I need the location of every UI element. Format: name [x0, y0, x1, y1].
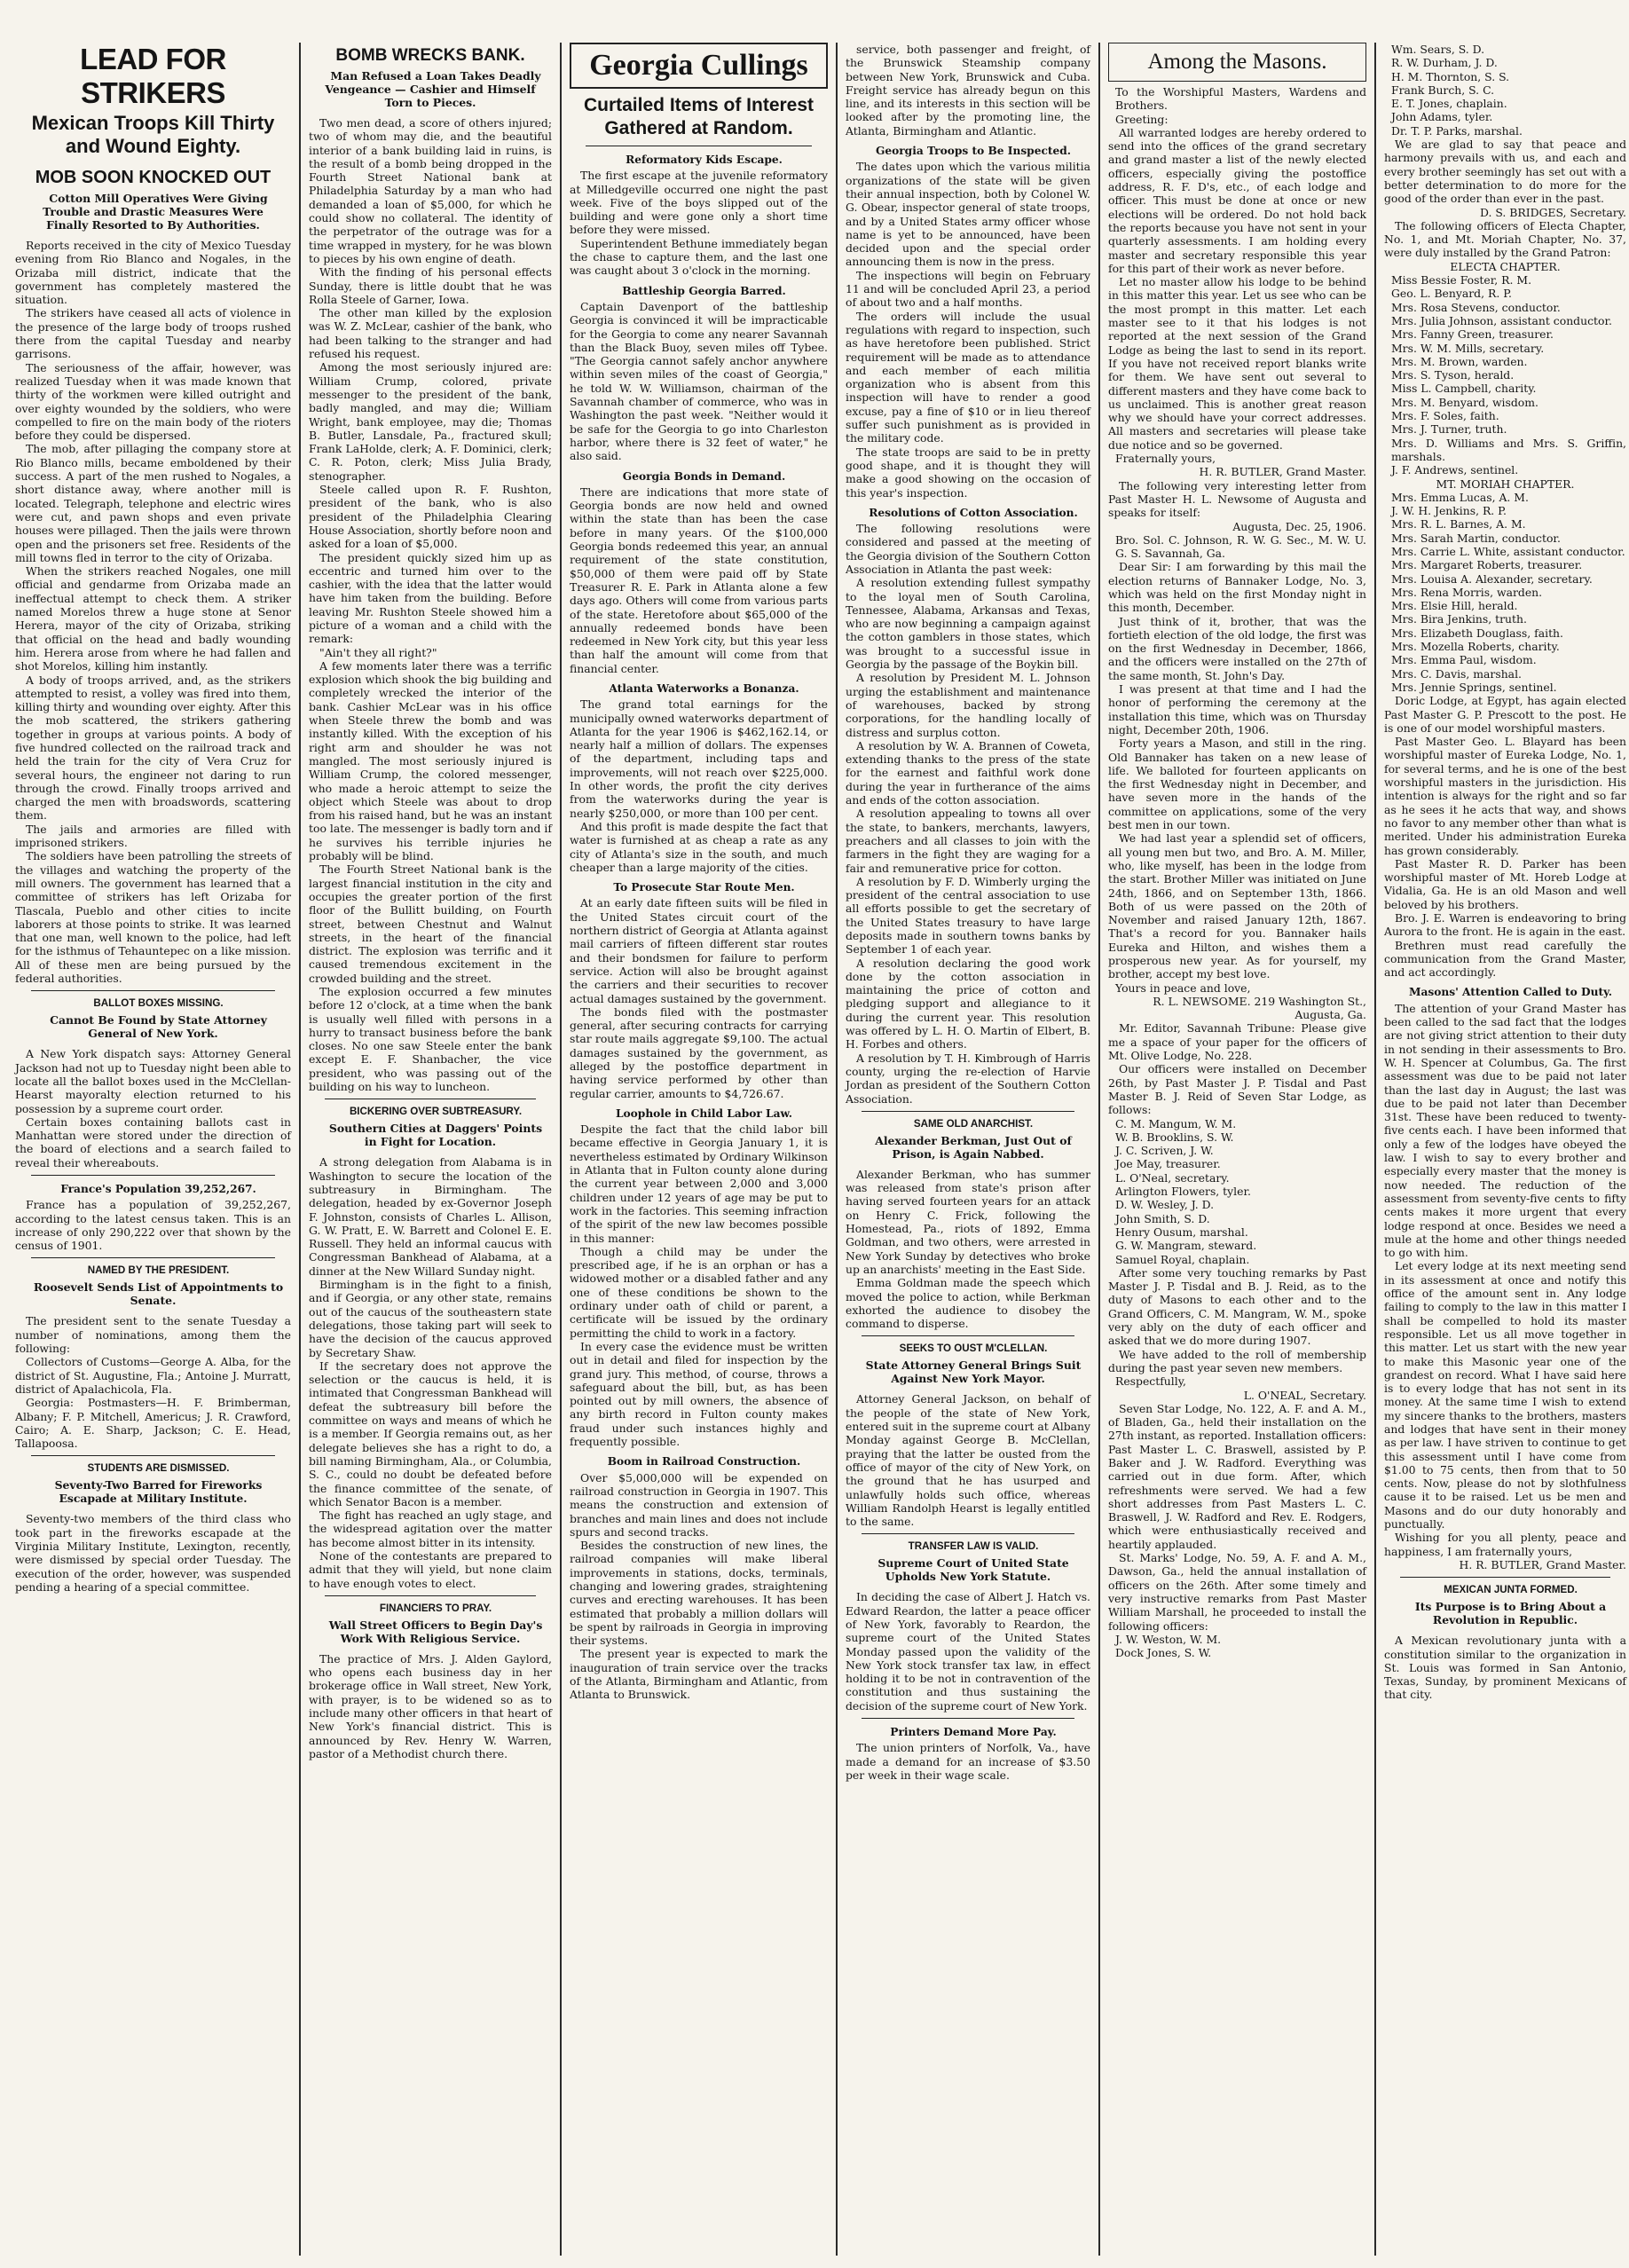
- section-heading: NAMED BY THE PRESIDENT.: [87, 1264, 230, 1277]
- paragraph: Bro. J. E. Warren is endeavoring to bring Aurora to the front. He is again in the east.: [1384, 911, 1626, 939]
- list-line: Mrs. Bira Jenkins, truth.: [1391, 612, 1527, 626]
- paragraph: None of the contestants are prepared to admit that they will yield, but none claim to have enough votes to elect.: [309, 1548, 552, 1590]
- paragraph: The orders will include the usual regulations with regard to inspection, such as have heretofore been published. Strict requirement will be made as to attendance and each member of each militia organization who is absent from this inspection will have to render a good excuse, pay a fine of $10 or in lieu thereof suffer such punishment as is provided in the military code.: [846, 309, 1090, 445]
- paragraph: The seriousness of the affair, however, was realized Tuesday when it was made known that thirty of the workmen were killed outright and over eighty wounded by the soldiers, who were compelled to fire on the main body of the rioters before they could be dispersed.: [15, 360, 291, 443]
- divider: [862, 1718, 1074, 1719]
- list-line: D. W. Wesley, J. D.: [1115, 1198, 1215, 1212]
- column-5: [1106, 43, 1376, 2256]
- paragraph: Steele called upon R. F. Rushton, president of the bank, who is also president of the Philadelphia Clearing House Association, shortly before noon and asked for a loan of $5,000.: [309, 483, 552, 551]
- list-line: Geo. L. Benyard, R. P.: [1391, 287, 1512, 301]
- paragraph: The first escape at the juvenile reformatory at Milledgeville occurred one night the past week. Five of the boys slipped out of the building and were gone only a short time before they were missed.: [570, 169, 828, 237]
- list-line: L. O'Neal, secretary.: [1115, 1170, 1230, 1185]
- paragraph: Doric Lodge, at Egypt, has again elected Past Master G. P. Prescott to the post. He is one of our model worshipful masters.: [1384, 694, 1626, 735]
- paragraph: The following officers of Electa Chapter, No. 1, and Mt. Moriah Chapter, No. 37, were duly installed by the Grand Patron:: [1384, 218, 1626, 260]
- paragraph: St. Marks' Lodge, No. 59, A. F. and A. M., Dawson, Ga., held the annual installation of officers on the 26th. After some timely and very instructive remarks from Past Master William Marshall, he proceeded to install the following officers:: [1108, 1551, 1366, 1633]
- signature: H. R. BUTLER, Grand Master.: [1459, 1557, 1626, 1571]
- paragraph: The explosion occurred a few minutes before 12 o'clock, at a time when the bank is usually well filled with persons in a hurry to transact business before the bank closes. No one saw Steele enter the bank except E. F. Shanbacher, the vice president, who was passing out of the building on his way to luncheon.: [309, 985, 552, 1094]
- divider: [862, 1335, 1074, 1336]
- paragraph: Georgia: Postmasters—H. F. Brimberman, Albany; F. P. Mitchell, Americus; J. R. Crawford, Cairo; A. E. Sharp, Jackson; C. E. Head, Tallapoosa.: [15, 1396, 291, 1451]
- list-line: Mrs. Fanny Green, treasurer.: [1391, 327, 1554, 342]
- list-line: Mrs. S. Tyson, herald.: [1391, 368, 1515, 382]
- center-line: ELECTA CHAPTER.: [1450, 259, 1561, 273]
- paragraph: The following very interesting letter from Past Master H. L. Newsome of Augusta and speaks for itself:: [1108, 478, 1366, 520]
- paragraph: The mob, after pillaging the company store at Rio Blanco mills, became emboldened by their success. A part of the men rushed to Nogales, a short distance away, where another mill is located. Telegraph, telephone and electric wires were cut, and pawn shops and even private houses were pillaged. Then the jails were thrown open and the prisoners set free. Residents of the mill towns fled in terror to the city of Orizaba.: [15, 442, 291, 564]
- deck: Roosevelt Sends List of Appointments to Senate.: [33, 1280, 284, 1308]
- deck: Man Refused a Loan Takes Deadly Vengeance — Cashier and Himself Torn to Pieces.: [325, 69, 541, 109]
- paragraph: A New York dispatch says: Attorney General Jackson had not up to Tuesday night been able to locate all the ballot boxes used in the McClellan-Hearst mayoralty election returned to his possession by a supreme court order.: [15, 1047, 291, 1115]
- item-heading: Atlanta Waterworks a Bonanza.: [609, 681, 799, 695]
- list-line: Miss L. Campbell, charity.: [1391, 382, 1537, 396]
- signature: R. L. NEWSOME. 219 Washington St., Augusta, Ga.: [1153, 994, 1366, 1022]
- deck: Seventy-Two Barred for Fireworks Escapade at Military Institute.: [54, 1478, 263, 1506]
- paragraph: We had last year a splendid set of officers, all young men but two, and Bro. A. M. Miller, who, like myself, has been in the lodge from the start. Brother Miller was initiated on June 24th, 1866, and on September 13th, 1866. Both of us were passed on the 20th of November and raised January 12th, 1867. That's a record for you. Bannaker hails Eureka and Hilton, and wishes them a prosperous new year. As for yourself, my brother, accept my best love.: [1108, 831, 1366, 981]
- divider: [31, 1455, 275, 1456]
- headline: Georgia Cullings: [570, 43, 828, 89]
- deck: State Attorney General Brings Suit Against New York Mayor.: [865, 1358, 1082, 1386]
- item-heading: Resolutions of Cotton Association.: [869, 506, 1078, 519]
- item-heading: Georgia Troops to Be Inspected.: [875, 145, 1072, 158]
- paragraph: Certain boxes containing ballots cast in Manhattan were stored under the direction of the board of elections and a search failed to reveal their whereabouts.: [15, 1114, 291, 1169]
- list-line: Yours in peace and love,: [1115, 980, 1251, 995]
- divider: [31, 1175, 275, 1176]
- list-line: Mrs. Emma Lucas, A. M.: [1391, 490, 1529, 504]
- paragraph: Seventy-two members of the third class who took part in the fireworks escapade at the Virginia Military Institute, Lexington, recently, were dismissed by special order Tuesday. The execution of the order, however, was suspended pending a hearing of a special committee.: [15, 1512, 291, 1594]
- paragraph: A resolution by F. D. Wimberly urging the president of the central association to use all efforts possible to get the secretary of the United States treasury to have large deposits made in southern towns banks by September 1 of each year.: [846, 874, 1090, 957]
- list-line: Mrs. D. Williams and Mrs. S. Griffin, marshals.: [1391, 436, 1626, 463]
- signature: Augusta, Dec. 25, 1906.: [1232, 519, 1366, 533]
- paragraph: The other man killed by the explosion was W. Z. McLear, cashier of the bank, who had been talking to the stranger and had refused his request.: [309, 306, 552, 361]
- paragraph: Mr. Editor, Savannah Tribune: Please give me a space of your paper for the officers of Mt. Olive Lodge, No. 228.: [1108, 1021, 1366, 1063]
- list-line: Mrs. Julia Johnson, assistant conductor.: [1391, 313, 1612, 327]
- paragraph: A resolution appealing to towns all over the state, to bankers, merchants, lawyers, preachers and all classes to join with the farmers in the fight they are waging for a fair and remunerative price for cotton.: [846, 807, 1090, 875]
- list-line: W. B. Brooklins, S. W.: [1115, 1130, 1234, 1144]
- list-line: Mrs. J. Turner, truth.: [1391, 422, 1507, 437]
- list-line: Henry Ousum, marshal.: [1115, 1225, 1248, 1239]
- paragraph: The inspections will begin on February 11 and will be concluded April 23, a period of about two and a half months.: [846, 268, 1090, 310]
- paragraph: Let every lodge at its next meeting send in its assessment at once and notify this office of the amount sent in. Any lodge failing to comply to the law in this matter I shall be compelled to hold its master responsible. Let us all move together in this matter. Let us start with the new year to make this Masonic year one of the grandest on record. What I have said here is to every lodge that has not sent in its money. At the same time I wish to extend my sincere thanks to the brothers, masters and lodges that have sent in their money as per law. I have striven to continue to get this assessment until I have come from $1.00 to 75 cents, then from that to 50 cents. Now, please do not by slothfulness cause it to be raised. Let us be men and Masons and do our duty honorably and punctually.: [1384, 1259, 1626, 1532]
- paragraph: Among the most seriously injured are: William Crump, colored, private messenger to the president of the bank, badly mangled, and may die; William Wright, bank employee, may die; Thomas B. Butler, Lansdale, Pa., fractured skull; Frank LaHolde, clerk; A. F. Dominici, clerk; C. R. Poton, clerk; Miss Julia Brady, stenographer.: [309, 360, 552, 483]
- paragraph: The fight has reached an ugly stage, and the widespread agitation over the matter has become almost bitter in its intensity.: [309, 1508, 552, 1549]
- paragraph: Forty years a Mason, and still in the ring. Old Bannaker has taken on a new lease of life. We balloted for fourteen applicants on the first Wednesday night in December, and have seven more in the hands of the committee on applications, some of the very best men in our town.: [1108, 736, 1366, 832]
- paragraph: At an early date fifteen suits will be filed in the United States circuit court of the northern district of Georgia at Atlanta against mail carriers of fifteen different star routes and their bondsmen for failure to perform service. Action will also be brought against the carriers and their securities to recover actual damages sustained by the government.: [570, 896, 828, 1005]
- list-line: Mrs. Sarah Martin, conductor.: [1391, 531, 1561, 545]
- paragraph: The union printers of Norfolk, Va., have made a demand for an increase of $3.50 per week in their wage scale.: [846, 1741, 1090, 1782]
- paragraph: Brethren must read carefully the communication from the Grand Master, and act accordingly.: [1384, 938, 1626, 980]
- paragraph: The present year is expected to mark the inauguration of train service over the tracks of the Atlanta, Birmingham and Atlantic, from Atlanta to Brunswick.: [570, 1647, 828, 1702]
- paragraph: A few moments later there was a terrific explosion which shook the big building and completely wrecked the interior of the bank. Cashier McLear was in his office when Steele threw the bomb and was instantly killed. With the exception of his right arm and shoulder he was not mangled. The most seriously injured is William Crump, the colored messenger, who made a heroic attempt to seize the object which Steele was about to drop from his raised hand, but he was an instant too late. The messenger is badly torn and if he survives his terrible injuries he probably will be blind.: [309, 658, 552, 863]
- subheadline: Mexican Troops Kill Thirty and Wound Eighty.: [31, 112, 275, 157]
- paragraph: In every case the evidence must be written out in detail and filed for inspection by the grand jury. This method, of course, throws a safeguard about the bill, but, as has been pointed out by mill owners, the absence of any birth record in Fulton county makes fraud under such instances highly and frequently possible.: [570, 1339, 828, 1449]
- item-heading: Boom in Railroad Construction.: [607, 1455, 801, 1469]
- list-line: Respectfully,: [1115, 1374, 1186, 1389]
- list-line: John Smith, S. D.: [1115, 1211, 1210, 1225]
- item-heading: Masons' Attention Called to Duty.: [1408, 986, 1613, 999]
- paragraph: The practice of Mrs. J. Alden Gaylord, who opens each business day in her brokerage office in Wall street, New York, with prayer, is to be widened so as to include many other officers in that heart of New York's financial district. This is announced by Rev. Henry W. Warren, pastor of a Methodist church there.: [309, 1651, 552, 1760]
- list-line: Samuel Royal, chaplain.: [1115, 1252, 1250, 1266]
- column-6: [1381, 43, 1629, 2256]
- list-line: Mrs. Louisa A. Alexander, secretary.: [1391, 571, 1593, 586]
- paragraph: Past Master R. D. Parker has been worshipful master of Mt. Horeb Lodge at Vidalia, Ga. He is an old Mason and well beloved by his brothers.: [1384, 856, 1626, 911]
- paragraph: Reports received in the city of Mexico Tuesday evening from Rio Blanco and Nogales, in the Orizaba mill district, indicate that the government has completely mastered the situation.: [15, 239, 291, 307]
- item-heading: Reformatory Kids Escape.: [626, 154, 783, 166]
- column-2: [306, 43, 562, 2256]
- deck: Alexander Berkman, Just Out of Prison, is Again Nabbed.: [875, 1133, 1072, 1161]
- signature: H. R. BUTLER, Grand Master.: [1199, 465, 1366, 479]
- paragraph: A strong delegation from Alabama is in Washington to secure the location of the subtreasury in Birmingham. The delegation, headed by ex-Governor Joseph F. Johnston, consists of Charles L. Allison, G. W. Pratt, E. W. Barrett and Colonel E. E. Russell. They held an informal caucus with Congressman Bankhead of Alabama, at a dinner at the New Willard Sunday night.: [309, 1155, 552, 1278]
- paragraph: With the finding of his personal effects Sunday, there is little doubt that he was Rolla Steele of Garner, Iowa.: [309, 265, 552, 306]
- deck: Cotton Mill Operatives Were Giving Trouble and Drastic Measures Were Finally Resorted to By Authorities.: [43, 192, 268, 232]
- list-line: R. W. Durham, J. D.: [1391, 56, 1498, 70]
- list-line: H. M. Thornton, S. S.: [1391, 69, 1510, 83]
- signature: D. S. BRIDGES, Secretary.: [1479, 205, 1626, 219]
- divider: [31, 990, 275, 991]
- list-line: Mrs. Elizabeth Douglass, faith.: [1391, 626, 1563, 640]
- list-line: Mrs. R. L. Barnes, A. M.: [1391, 517, 1526, 532]
- paragraph: A Mexican revolutionary junta with a constitution similar to the organization in St. Louis was formed in San Antonio, Texas, Sunday, by prominent Mexicans of that city.: [1384, 1634, 1626, 1702]
- paragraph: The jails and armories are filled with imprisoned strikers.: [15, 822, 291, 850]
- section-heading: SEEKS TO OUST M'CLELLAN.: [899, 1343, 1048, 1355]
- divider: [862, 1533, 1074, 1534]
- paragraph: A body of troops arrived, and, as the strikers attempted to resist, a volley was fired into them, killing thirty and wounding over eighty. After this the mob scattered, the strikers gathering together in groups at various points. A body of five hundred collected on the railroad track and held the train for the city of Vera Cruz for several hours, the engineer not daring to run through the crowd. Finally troops arrived and charged the men with broadswords, scattering them.: [15, 673, 291, 823]
- paragraph: Emma Goldman made the speech which moved the police to action, while Berkman exhorted the audience to disobey the command to disperse.: [846, 1276, 1090, 1331]
- list-line: Greeting:: [1115, 112, 1169, 126]
- section-heading: BICKERING OVER SUBTREASURY.: [349, 1106, 523, 1118]
- divider: [325, 1595, 536, 1596]
- divider: [1400, 1577, 1610, 1578]
- paragraph: A resolution by T. H. Kimbrough of Harris county, urging the re-election of Harvie Jordan as president of the Southern Cotton Association.: [846, 1051, 1090, 1106]
- paragraph: Alexander Berkman, who has summer was released from state's prison after having served fourteen years for an attack on Henry C. Frick, following the Homestead, Pa., riots of 1892, Emma Goldman, and two others, were arrested in New York Sunday by detectives who broke up an anarchists' meeting in the East Side.: [846, 1167, 1090, 1276]
- paragraph: Past Master Geo. L. Blayard has been worshipful master of Eureka Lodge, No. 1, for several terms, and he is one of the best worshipful masters in the jurisdiction. His intention is always for the right and so far as he sees it he acts that way, and shows no favor to any member other than what is merited. Under his administration Eureka has grown considerably.: [1384, 735, 1626, 857]
- signature: L. O'NEAL, Secretary.: [1243, 1388, 1366, 1402]
- list-line: To the Worshipful Masters, Wardens and Brothers.: [1115, 85, 1366, 113]
- paragraph: We are glad to say that peace and harmony prevails with us, and each and every brother seemingly has set out with a better determination to do more for the good of the order than ever in the past.: [1384, 138, 1626, 206]
- divider: [862, 1111, 1074, 1112]
- paragraph: service, both passenger and freight, of the Brunswick Steamship company between New York, Brunswick and Cuba. Freight service has already begun on this line, and its interests in this section will be looked after by the promoting line, the Atlanta, Birmingham and Atlantic.: [846, 43, 1090, 138]
- paragraph: Superintendent Bethune immediately began the chase to capture them, and the last one was caught about 3 o'clock in the morning.: [570, 236, 828, 278]
- paragraph: A resolution by W. A. Brannen of Coweta, extending thanks to the press of the state for the earnest and faithful work done during the year in furtherance of the aims and ends of the cotton association.: [846, 738, 1090, 807]
- headline: Among the Masons.: [1108, 43, 1366, 82]
- list-line: Mrs. Margaret Roberts, treasurer.: [1391, 558, 1583, 572]
- list-line: Mrs. Elsie Hill, herald.: [1391, 599, 1518, 613]
- paragraph: A resolution extending fullest sympathy to the loyal men of South Carolina, Tennessee, Alabama, Arkansas and Texas, who are now beginning a campaign against the cotton gamblers in those states, which was brought to a successful issue in Georgia by the passage of the Boykin bill.: [846, 576, 1090, 672]
- paragraph: A resolution declaring the good work done by the cotton association in maintaining the price of cotton and pledging support and allegiance to it during the current year. This resolution was offered by L. H. O. Martin of Elbert, B. H. Forbes and others.: [846, 956, 1090, 1051]
- section-heading: SAME OLD ANARCHIST.: [913, 1117, 1034, 1130]
- divider: [31, 1257, 275, 1258]
- item-heading: France's Population 39,252,267.: [60, 1183, 256, 1195]
- subheadline: Curtailed Items of Interest Gathered at Random.: [583, 95, 814, 138]
- deck: Supreme Court of United State Upholds New York Statute.: [877, 1556, 1069, 1584]
- paragraph: The president sent to the senate Tuesday a number of nominations, among them the following:: [15, 1314, 291, 1356]
- list-line: Frank Burch, S. C.: [1391, 83, 1495, 97]
- paragraph: The president quickly sized him up as eccentric and turned him over to the cashier, with the idea that the latter would have him taken from the building. Before leaving Mr. Rushton Steele showed him a picture of a woman and a child with the remark:: [309, 550, 552, 646]
- list-line: Mrs. W. M. Mills, secretary.: [1391, 341, 1545, 355]
- paragraph: And this profit is made despite the fact that water is furnished at as cheap a rate as any city of Atlanta's size in the south, and much cheaper than a large majority of the cities.: [570, 819, 828, 874]
- paragraph: Wishing for you all plenty, peace and happiness, I am fraternally yours,: [1384, 1531, 1626, 1558]
- list-line: Miss Bessie Foster, R. M.: [1391, 273, 1532, 287]
- list-line: Fraternally yours,: [1115, 452, 1216, 466]
- headline: LEAD FOR STRIKERS: [80, 43, 226, 109]
- paragraph: The soldiers have been patrolling the streets of the villages and watching the property of the mill owners. The government has learned that a committee of strikers has left Orizaba for Tlascala, Pueblo and other cities to incite laborers at those points to strike. It was learned that one man, well known to the police, had left for the isthmus of Tehauntepec on a like mission. All of these men are being pursued by the federal authorities.: [15, 849, 291, 986]
- paragraph: Over $5,000,000 will be expended on railroad construction in Georgia in 1907. This means the construction and extension of branches and main lines and does not include spurs and second tracks.: [570, 1470, 828, 1539]
- list-line: Mrs. Jennie Springs, sentinel.: [1391, 680, 1557, 694]
- paragraph: Our officers were installed on December 26th, by Past Master J. P. Tisdal and Past Master B. J. Reid of Seven Star Lodge, as follows:: [1108, 1062, 1366, 1117]
- column-1: [12, 43, 301, 2256]
- list-line: Arlington Flowers, tyler.: [1115, 1185, 1251, 1199]
- paragraph: The dates upon which the various militia organizations of the state will be given their annual inspection, both by Colonel W. G. Obear, inspector general of state troops, and by a United States army officer whose name is yet to be announced, have been decided upon and the special order announcing them is now in the press.: [846, 160, 1090, 269]
- list-line: Joe May, treasurer.: [1115, 1157, 1221, 1171]
- list-line: G. W. Mangram, steward.: [1115, 1239, 1257, 1253]
- paragraph: Birmingham is in the fight to a finish, and if Georgia, or any other state, remains out of the caucus of the southeastern state delegations, those taking part will seek to have the decision of the caucus approved by Secretary Shaw.: [309, 1278, 552, 1359]
- paragraph: The grand total earnings for the municipally owned waterworks department of Atlanta for the year 1906 is $462,162.14, or nearly half a million of dollars. The expenses of the department, including taps and improvements, will not reach over $225,000. In other words, the profit the city derives from the waterworks during the year is nearly $250,000, or more than 100 per cent.: [570, 697, 828, 820]
- paragraph: Captain Davenport of the battleship Georgia is convinced it will be impracticable for the Georgia to come any nearer Savannah than the Black Buoy, seven miles off Tybee. "The Georgia cannot safely anchor anywhere within seven miles of the coast of Georgia," he told W. W. Williamson, chairman of the Savannah chamber of commerce, who was in Washington the past week. "Neither would it be safe for the Georgia to go into Charleston harbor, where there is 32 feet of water," he also said.: [570, 299, 828, 463]
- paragraph: I was present at that time and I had the honor of performing the ceremony at the installation this time, which was on Thursday night, December 20th, 1906.: [1108, 682, 1366, 736]
- deck: Southern Cities at Daggers' Points in Fight for Location.: [328, 1122, 543, 1149]
- paragraph: The state troops are said to be in pretty good shape, and it is thought they will make a good showing on the occasion of this year's inspection.: [846, 445, 1090, 500]
- list-line: Dr. T. P. Parks, marshal.: [1391, 123, 1523, 138]
- paragraph: The bonds filed with the postmaster general, after securing contracts for carrying star route mails aggregate $9,100. The actual damages sustained by the government, as alleged by the postoffice department in having service performed by other than regular carrier, amounts to $4,726.67.: [570, 1004, 828, 1100]
- paragraph: Though a child may be under the prescribed age, if he is an orphan or has a widowed mother or a disabled father and any one of these conditions be shown to the ordinary under oath of child or parent, a certificate will be issued by the ordinary permitting the child to work in a factory.: [570, 1244, 828, 1340]
- paragraph: Despite the fact that the child labor bill became effective in Georgia January 1, it is nevertheless estimated by Ordinary Wilkinson in Atlanta that in Fulton county alone during the current year between 2,000 and 3,000 children under 12 years of age may be put to work in the factories. This seeming infraction of the spirit of the new law becomes possible in this manner:: [570, 1122, 828, 1245]
- paragraph: A resolution by President M. L. Johnson urging the establishment and maintenance of warehouses, backed by strong corporations, for the handling locally of distress and surplus cotton.: [846, 671, 1090, 739]
- item-heading: Printers Demand More Pay.: [890, 1726, 1057, 1739]
- paragraph: The attention of your Grand Master has been called to the sad fact that the lodges are not giving strict attention to their duty in not sending in their assessments to Bro. W. H. Spencer at Columbus, Ga. The first assessment was due to be paid not later than the last day in August; the last was due to be paid not later than December 31st. These have been reduced to twenty-five cents each. I have been informed that only a few of the lodges have obeyed the law. I wish to say to every brother and especially every master that the money is now needed. The reduction of the assessment from seventy-five cents to fifty cents makes it more urgent that every lodge respond at once. Besides we need a mule at the home and other things needed to go with him.: [1384, 1001, 1626, 1260]
- center-line: MT. MORIAH CHAPTER.: [1436, 476, 1575, 491]
- paragraph: If the secretary does not approve the selection or the caucus is held, it is intimated that Congressman Bankhead will defeat the subtreasury bill before the committee on ways and means of which he is a member. If Georgia remains out, as her delegate believes she has a right to do, a bill naming Birmingham, Ala., or Columbia, S. C., could no doubt be defeated before the finance committee of the senate, of which Senator Bacon is a member.: [309, 1358, 552, 1508]
- list-line: Mrs. Emma Paul, wisdom.: [1391, 653, 1537, 667]
- list-line: Mrs. F. Soles, faith.: [1391, 409, 1499, 423]
- list-line: Mrs. M. Brown, warden.: [1391, 354, 1528, 368]
- list-line: Mrs. M. Benyard, wisdom.: [1391, 395, 1538, 409]
- section-heading: MEXICAN JUNTA FORMED.: [1444, 1584, 1578, 1596]
- item-heading: Loophole in Child Labor Law.: [615, 1106, 793, 1120]
- item-heading: To Prosecute Star Route Men.: [613, 881, 795, 894]
- paragraph: We have added to the roll of membership during the past year seven new members.: [1108, 1347, 1366, 1374]
- list-line: Mrs. Rosa Stevens, conductor.: [1391, 300, 1561, 314]
- column-4: [843, 43, 1100, 2256]
- paragraph: Two men dead, a score of others injured; two of whom may die, and the beautiful interior of a bank building laid in ruins, is the result of a bomb being dropped in the Fourth Street National bank at Philadelphia Saturday by a man who had demanded a loan of $5,000, for which he could show no collateral. The identity of the perpetrator of the outrage was for a time wrapped in mystery, for he was blown to pieces by his own engine of death.: [309, 116, 552, 265]
- list-line: Mrs. Mozella Roberts, charity.: [1391, 640, 1560, 654]
- paragraph: In deciding the case of Albert J. Hatch vs. Edward Reardon, the latter a peace officer of New York, favorably to Reardon, the supreme court of the United States Monday passed upon the validity of the New York stock transfer tax law, in effect holding it to be not in contravention of the constitution and thus sustaining the decision of the supreme court of New York.: [846, 1590, 1090, 1713]
- list-line: Mrs. C. Davis, marshal.: [1391, 666, 1522, 681]
- list-line: J. F. Andrews, sentinel.: [1391, 463, 1519, 477]
- list-line: Bro. Sol. C. Johnson, R. W. G. Sec., M. W. U. G. S. Savannah, Ga.: [1115, 532, 1366, 561]
- section-heading: TRANSFER LAW IS VALID.: [908, 1540, 1039, 1553]
- paragraph: Attorney General Jackson, on behalf of the people of the state of New York, entered suit in the supreme court at Albany Monday against George B. McClellan, praying that the latter be ousted from the office of mayor of the city of New York, on the ground that he has usurped and unlawfully holds such office, whereas William Randolph Hearst is legally entitled to the same.: [846, 1392, 1090, 1529]
- paragraph: Besides the construction of new lines, the railroad companies will make liberal improvements in stations, docks, terminals, changing and lowering grades, straightening curves and erecting warehouses. It has been estimated that probably a million dollars will be spent by railroads in Georgia in improving their systems.: [570, 1539, 828, 1648]
- paragraph: The following resolutions were considered and passed at the meeting of the Georgia division of the Southern Cotton Association in Atlanta the past week:: [846, 522, 1090, 576]
- column-3: [567, 43, 838, 2256]
- paragraph: After some very touching remarks by Past Master J. P. Tisdal and B. J. Reid, as to the duty of Masons to each other and to the Grand Officers, C. M. Mangram, W. M., spoke very ably on the duty of each officer and asked that we do more during 1907.: [1108, 1265, 1366, 1348]
- list-line: Mrs. Carrie L. White, assistant conductor.: [1391, 544, 1625, 558]
- paragraph: Just think of it, brother, that was the fortieth election of the old lodge, the first was on the first Wednesday in December, 1866, and the officers were installed on the 27th of the same month, St. John's Day.: [1108, 614, 1366, 682]
- paragraph: France has a population of 39,252,267, according to the latest census taken. This is an increase of only 290,222 over that shown by the census of 1901.: [15, 1198, 291, 1253]
- deck: Its Purpose is to Bring About a Revolution in Republic.: [1414, 1600, 1607, 1627]
- item-heading: Battleship Georgia Barred.: [622, 284, 786, 297]
- subheadline: MOB SOON KNOCKED OUT: [35, 168, 272, 187]
- item-heading: Georgia Bonds in Demand.: [622, 469, 786, 483]
- list-line: J. W. H. Jenkins, R. P.: [1391, 504, 1507, 518]
- paragraph: The strikers have ceased all acts of violence in the presence of the large body of troops rushed there from the capital Tuesday and nearby garrisons.: [15, 306, 291, 361]
- list-line: J. C. Scriven, J. W.: [1115, 1144, 1214, 1158]
- paragraph: There are indications that more state of Georgia bonds are now held and owned within the state than has been the case before in many years. Of the $100,000 Georgia bonds redeemed this year, an annual requirement of the state constitution, $50,000 of them were paid off by State Treasurer R. E. Park in Atlanta alone a few days ago. Others will come from various parts of the state. Heretofore about $65,000 of the annually redeemed bonds have been redeemed in New York city, but this year less than half the amount will come from that financial center.: [570, 484, 828, 675]
- list-line: Dock Jones, S. W.: [1115, 1646, 1212, 1660]
- list-line: Wm. Sears, S. D.: [1391, 43, 1485, 56]
- paragraph: "Ain't they all right?": [319, 645, 437, 659]
- section-heading: FINANCIERS TO PRAY.: [379, 1602, 492, 1614]
- list-line: John Adams, tyler.: [1391, 110, 1493, 124]
- paragraph: Collectors of Customs—George A. Alba, for the district of St. Augustine, Fla.; Antoine J. Murratt, district of Apalachicola, Fla.: [15, 1355, 291, 1396]
- list-line: Mrs. Rena Morris, warden.: [1391, 585, 1543, 599]
- paragraph: All warranted lodges are hereby ordered to send into the offices of the grand secretary and grand master a list of the newly elected officers, especially giving the postoffice address, R. F. D's, etc., of each lodge and officer. This must be done at once or new elections will be ordered. Do not hold back the reports because you have not sent in your quarterly assessments. I am holding every master and secretary responsible this year for this part of their work as never before.: [1108, 125, 1366, 275]
- list-line: C. M. Mangum, W. M.: [1115, 1116, 1237, 1130]
- paragraph: The Fourth Street National bank is the largest financial institution in the city and occupies the greater portion of the first floor of the Bullitt building, on Fourth street, between Chestnut and Walnut streets, in the heart of the financial district. The explosion was terrific and it caused tremendous excitement in the crowded building and the street.: [309, 862, 552, 985]
- headline: BOMB WRECKS BANK.: [335, 46, 525, 65]
- deck: Wall Street Officers to Begin Day's Work With Religious Service.: [328, 1618, 543, 1645]
- list-line: E. T. Jones, chaplain.: [1391, 97, 1507, 111]
- paragraph: Let no master allow his lodge to be behind in this matter this year. Let us see who can be the most prompt in this matter. Let each master see to it that his lodges is not reported at the next session of the Grand Lodge as being the last to send in its report. If you have not received report blanks write for them. We have sent out several to different masters and they have come back to us unclaimed. This is another great reason why we should have your correct addresses. All masters and secretaries will please take due notice and so be governed.: [1108, 275, 1366, 452]
- paragraph: Dear Sir: I am forwarding by this mail the election returns of Bannaker Lodge, No. 3, which was held on the first Monday night in this month, December.: [1108, 560, 1366, 615]
- paragraph: When the strikers reached Nogales, one mill official and gendarme from Orizaba made an ineffectual attempt to check them. A striker named Morelos threw a huge stone at Senor Herera, mayor of the city of Orizaba, striking that official on the head and badly wounding him. Herera arose from where he had fallen and shot Morelos, killing him instantly.: [15, 564, 291, 673]
- paragraph: Seven Star Lodge, No. 122, A. F. and A. M., of Bladen, Ga., held their installation on the 27th instant, as reported. Installation officers: Past Master L. C. Braswell, assisted by P. Baker and J. W. Radford. Everything was carried out in due form. After, which refreshments were served. We had a few short addresses from Past Masters L. C. Braswell, J. W. Radford and Rev. E. Rodgers, which were enthusiastically received and heartily applauded.: [1108, 1401, 1366, 1551]
- list-line: J. W. Weston, W. M.: [1115, 1632, 1222, 1646]
- section-heading: STUDENTS ARE DISMISSED.: [87, 1462, 230, 1475]
- deck: Cannot Be Found by State Attorney General of New York.: [50, 1013, 267, 1041]
- section-heading: BALLOT BOXES MISSING.: [93, 997, 224, 1010]
